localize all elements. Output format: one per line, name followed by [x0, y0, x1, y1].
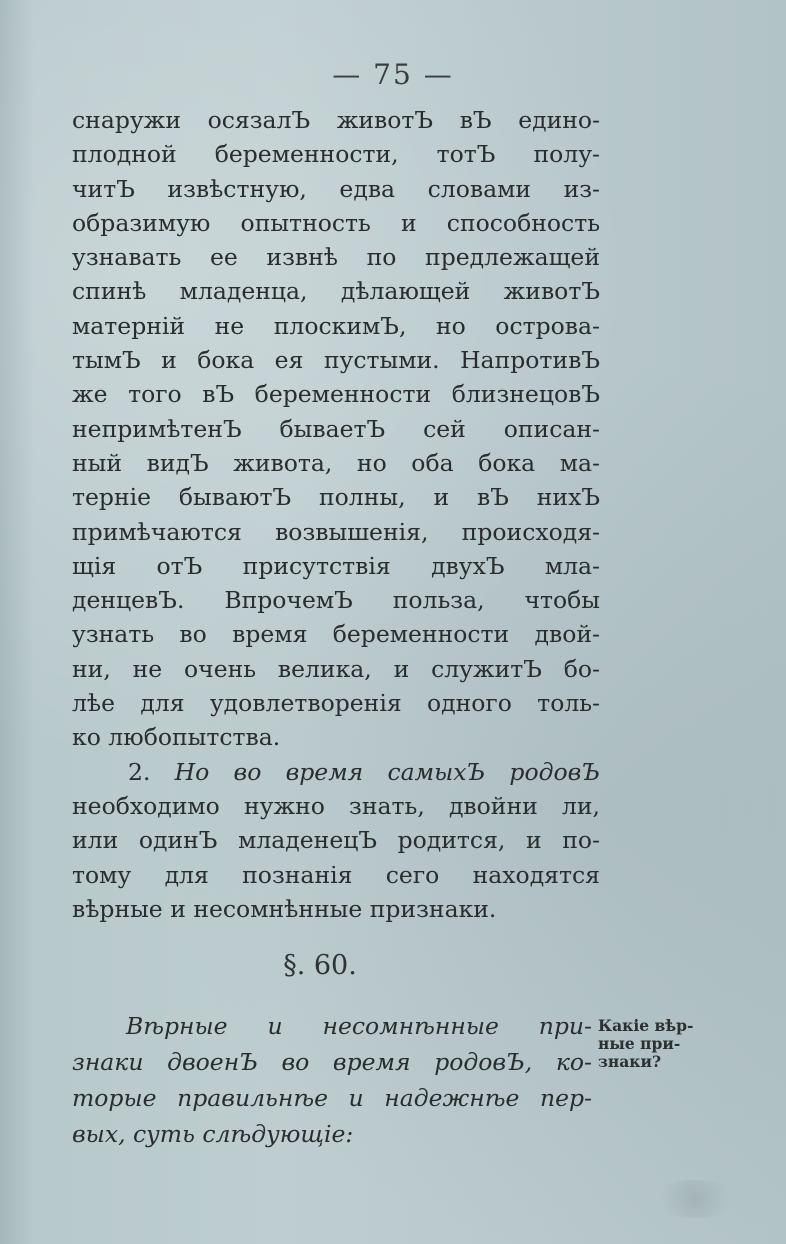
text-line: ни, не очень велика, и служитЪ бо- [72, 654, 600, 683]
text-line: ный видЪ живота, но оба бока ма- [72, 448, 600, 477]
text-line: образимую опытность и способность [72, 208, 600, 237]
text-line: же того вЪ беременности близнецовЪ [72, 380, 600, 409]
text-line: ко любопытства. [72, 723, 281, 752]
text-line: матерній не плоскимЪ, но острова- [72, 311, 600, 340]
text-line: тымЪ и бока ея пустыми. НапротивЪ [72, 346, 600, 375]
main-text-column [72, 103, 600, 926]
section-heading: §. 60. [283, 950, 357, 981]
text-line: снаружи осязалЪ животЪ вЪ едино- [72, 106, 600, 134]
text-line: или одинЪ младенецЪ родится, и по- [72, 826, 600, 855]
text-line: терніе бываютЪ полны, и вЪ нихЪ [72, 483, 600, 512]
page-number-header: — 75 — [332, 58, 454, 91]
text-line: узнавать ее извнѣ по предлежащей [72, 243, 600, 272]
paragraph-2-italic-start: Но во время самыхЪ родовЪ [174, 757, 600, 786]
text-line: узнать во время беременности двой- [72, 620, 600, 649]
text-line: необходимо нужно знать, двойни ли, [72, 791, 600, 820]
paper-stain [650, 1180, 740, 1218]
text-line: непримѣтенЪ бываетЪ сей описан- [72, 414, 600, 443]
text-line: примѣчаются возвышенія, происходя- [72, 517, 600, 546]
text-line: спинѣ младенца, дѣлающей животЪ [72, 277, 600, 306]
page-spine-shadow [0, 0, 34, 1244]
italic-text-line: Вѣрные и несомнѣнные при- [126, 1012, 592, 1040]
margin-note: Какіе вѣр- ные при- знаки? [598, 1016, 694, 1071]
section-60-opening [72, 1008, 592, 1152]
italic-text-line: вых, суть слѣдующіе: [72, 1120, 354, 1148]
text-line: тому для познанія сего находятся [72, 860, 600, 889]
italic-text-line: знаки двоенЪ во время родовЪ, ко- [72, 1048, 592, 1076]
text-line: плодной беременности, тотЪ полу- [72, 140, 600, 169]
paragraph-2-first-line [72, 755, 600, 789]
text-line: лѣе для удовлетворенія одного толь- [72, 689, 600, 718]
text-line: читЪ извѣстную, едва словами из- [72, 174, 600, 203]
paragraph-number: 2. [128, 757, 151, 786]
italic-text-line: торые правильнѣе и надежнѣе пер- [72, 1084, 592, 1112]
text-line: вѣрные и несомнѣнные признаки. [72, 894, 497, 923]
text-line: щія отЪ присутствія двухЪ мла- [72, 551, 600, 580]
text-line: денцевЪ. ВпрочемЪ польза, чтобы [72, 586, 600, 615]
